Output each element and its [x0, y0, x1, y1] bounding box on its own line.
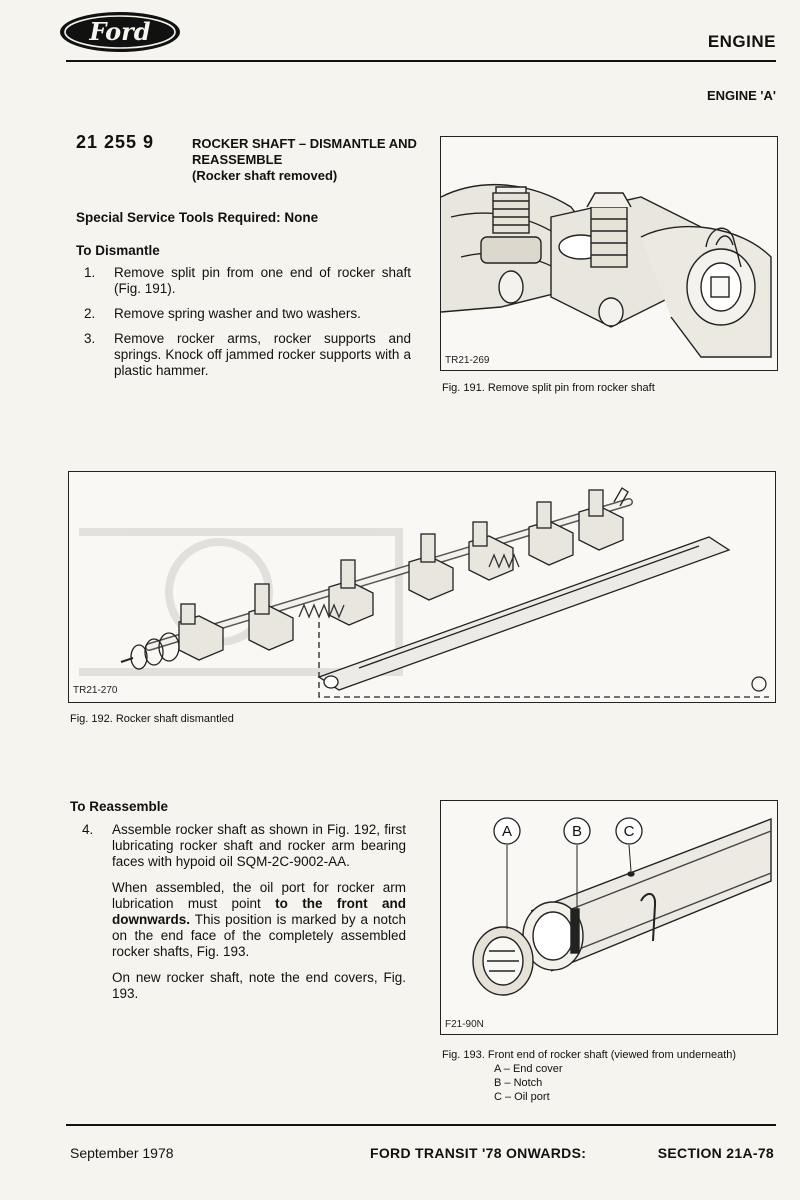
reassemble-step [76, 822, 406, 1012]
figure-191-caption: Fig. 191. Remove split pin from rocker shaft [442, 382, 655, 394]
step-text: Remove spring washer and two washers. [114, 306, 361, 321]
step-number: 3. [84, 331, 96, 346]
callout-label: B [571, 823, 583, 840]
dismantle-heading: To Dismantle [76, 243, 160, 258]
step-text: Remove split pin from one end of rocker shaft (Fig. 191). [114, 265, 411, 296]
figure-193 [440, 800, 778, 1035]
figure-tag: F21-90N [445, 1019, 484, 1030]
operation-number: 21 255 9 [76, 132, 155, 152]
special-tools-note: Special Service Tools Required: None [76, 210, 319, 225]
step-text: Remove rocker arms, rocker supports and springs. Knock off jammed rocker supports with a plastic hammer. [114, 331, 411, 378]
figure-tag: TR21-269 [445, 355, 490, 366]
reassemble-paragraph-1: Assemble rocker shaft as shown in Fig. 192, first lubricating rocker shaft and rocker arm bearing faces with hypoid oil SQM-2C-9002-AA. [112, 822, 406, 869]
reassemble-paragraph-3: On new rocker shaft, note the end covers, Fig. 193. [112, 970, 406, 1001]
figure-192-caption: Fig. 192. Rocker shaft dismantled [70, 713, 234, 725]
p2-text-c: This position is marked by a notch on the end face of the completely assembled rocker shafts, Fig. 193. [112, 912, 406, 959]
subchapter-title: ENGINE 'A' [706, 88, 776, 103]
footer-publication: FORD TRANSIT '78 ONWARDS: [370, 1145, 587, 1161]
rocker-shaft-end-illustration [441, 801, 777, 1034]
rocker-shaft-split-pin-illustration [441, 137, 777, 370]
caption-text: Fig. 193. Front end of rocker shaft (viewed from underneath) [442, 1049, 737, 1061]
dismantle-steps [76, 265, 411, 388]
footer-rule [66, 1124, 776, 1126]
figure-191 [440, 136, 778, 371]
step-number: 2. [84, 306, 96, 321]
operation-title-main: ROCKER SHAFT – DISMANTLE AND REASSEMBLE [192, 136, 417, 167]
rocker-shaft-exploded-illustration [69, 472, 775, 702]
figure-192 [68, 471, 776, 703]
logo-text: Ford [89, 17, 151, 46]
step-number: 1. [84, 265, 96, 280]
callout-label: C [623, 823, 635, 840]
reassemble-heading: To Reassemble [70, 799, 169, 814]
p2-emphasis: to the front and downwards. [112, 896, 406, 927]
legend-item: A – End cover [494, 1063, 563, 1075]
step-number: 4. [82, 822, 94, 837]
ford-logo [58, 10, 182, 54]
figure-tag: TR21-270 [73, 685, 118, 696]
legend-item: B – Notch [494, 1077, 543, 1089]
callout-label: A [501, 823, 513, 840]
dismantle-step [76, 306, 411, 322]
dismantle-step [76, 331, 411, 379]
footer-section: SECTION 21A-78 [657, 1145, 774, 1161]
operation-title [192, 136, 422, 184]
chapter-title: ENGINE [707, 32, 776, 51]
footer-date: September 1978 [70, 1145, 174, 1161]
p2-text-a: When assembled, the oil port for rocker arm lubrication must point [112, 880, 406, 911]
operation-title-sub: (Rocker shaft removed) [192, 168, 338, 183]
header-rule [66, 60, 776, 62]
figure-193-caption [442, 1048, 736, 1104]
reassemble-paragraph-2 [112, 880, 406, 960]
legend-item: C – Oil port [494, 1091, 550, 1103]
dismantle-step [76, 265, 411, 297]
